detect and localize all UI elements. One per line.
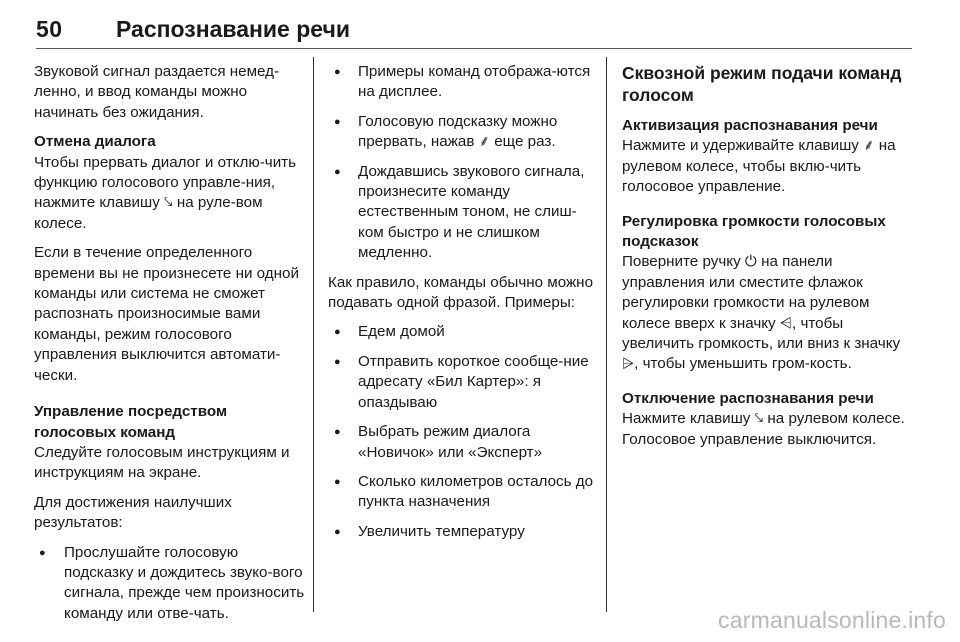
deactivation-heading: Отключение распознавания речи — [622, 389, 874, 407]
column-divider — [606, 57, 607, 612]
list-item: ● Выбрать режим диалога «Новичок» или «Эксперт» — [328, 422, 598, 463]
examples-intro-paragraph: Как правило, команды обычно можно подавать одной фразой. Примеры: — [328, 273, 594, 312]
column-right — [622, 62, 912, 459]
page-title: Распознавание речи — [116, 16, 350, 42]
list-item: ● Дождавшись звукового сигнала, произнесите команду естественным тоном, не слиш-ком быстро и не слишком медленно. — [328, 162, 598, 264]
list-item: ● Едем домой — [328, 322, 598, 342]
voice-control-heading: Управление посредством голосовых команд — [34, 403, 228, 441]
voice-control-paragraph: Следуйте голосовым инструкциям и инструкциям на экране. — [34, 443, 290, 482]
column-middle — [328, 62, 598, 551]
list-item: ● Сколько километров осталось до пункта назначения — [328, 472, 598, 513]
list-item: ● Голосовую подсказку можно прервать, нажав ⸙ еще раз. — [328, 112, 598, 153]
page-number: 50 — [36, 16, 63, 42]
column-divider — [313, 57, 314, 612]
watermark: carmanualsonline.info — [718, 607, 946, 633]
header-divider — [36, 48, 912, 49]
examples-list — [328, 322, 598, 542]
best-results-paragraph: Для достижения наилучших результатов: — [34, 493, 232, 532]
activation-heading: Активизация распознавания речи — [622, 117, 878, 134]
list-item: ● Прослушайте голосовую подсказку и дождитесь звуко-вого сигнала, прежде чем произносить команду или отве-чать. — [34, 543, 306, 625]
tips-list — [34, 543, 306, 625]
tips-list-continued — [328, 62, 598, 264]
list-item: ● Примеры команд отобража-ются на дисплее. — [328, 62, 598, 103]
activation-paragraph: Нажмите и удерживайте клавишу ⸙ на рулевом колесе, чтобы вклю-чить голосовое управление. — [622, 137, 896, 196]
intro-paragraph: Звуковой сигнал раздается немед-ленно, и ввод команды можно начинать без ожидания. — [34, 63, 280, 121]
page-header — [36, 16, 912, 50]
list-item: ● Увеличить температуру — [328, 522, 598, 542]
section-heading: Сквозной режим подачи команд голосом — [622, 63, 902, 105]
volume-heading: Регулировка громкости голосовых подсказок — [622, 212, 886, 251]
column-left — [34, 62, 306, 633]
cancel-dialog-heading: Отмена диалога — [34, 133, 156, 151]
cancel-dialog-paragraph: Чтобы прервать диалог и отклю-чить функцию голосового управле-ния, нажмите клавишу ⤥ на руле-вом колесе. — [34, 153, 297, 232]
list-item: ● Отправить короткое сообще-ние адресату «Бил Картер»: я опаздываю — [328, 352, 598, 413]
timeout-paragraph: Если в течение определенного времени вы не произнесете ни одной команды или система не сможет распознать произносимые вами команды, режим голосового управления выключится автомати-чески. — [34, 244, 299, 384]
deactivation-paragraph: Нажмите клавишу ⤥ на рулевом колесе. Голосовое управление выключится. — [622, 410, 905, 448]
volume-paragraph: Поверните ручку ⏻ на панели управления или сместите флажок регулировки громкости на рулевом колесе вверх к значку ⩤, чтобы увеличить громкость, или вниз к значку ⩥, чтобы уменьшить гром-кость. — [622, 253, 901, 373]
